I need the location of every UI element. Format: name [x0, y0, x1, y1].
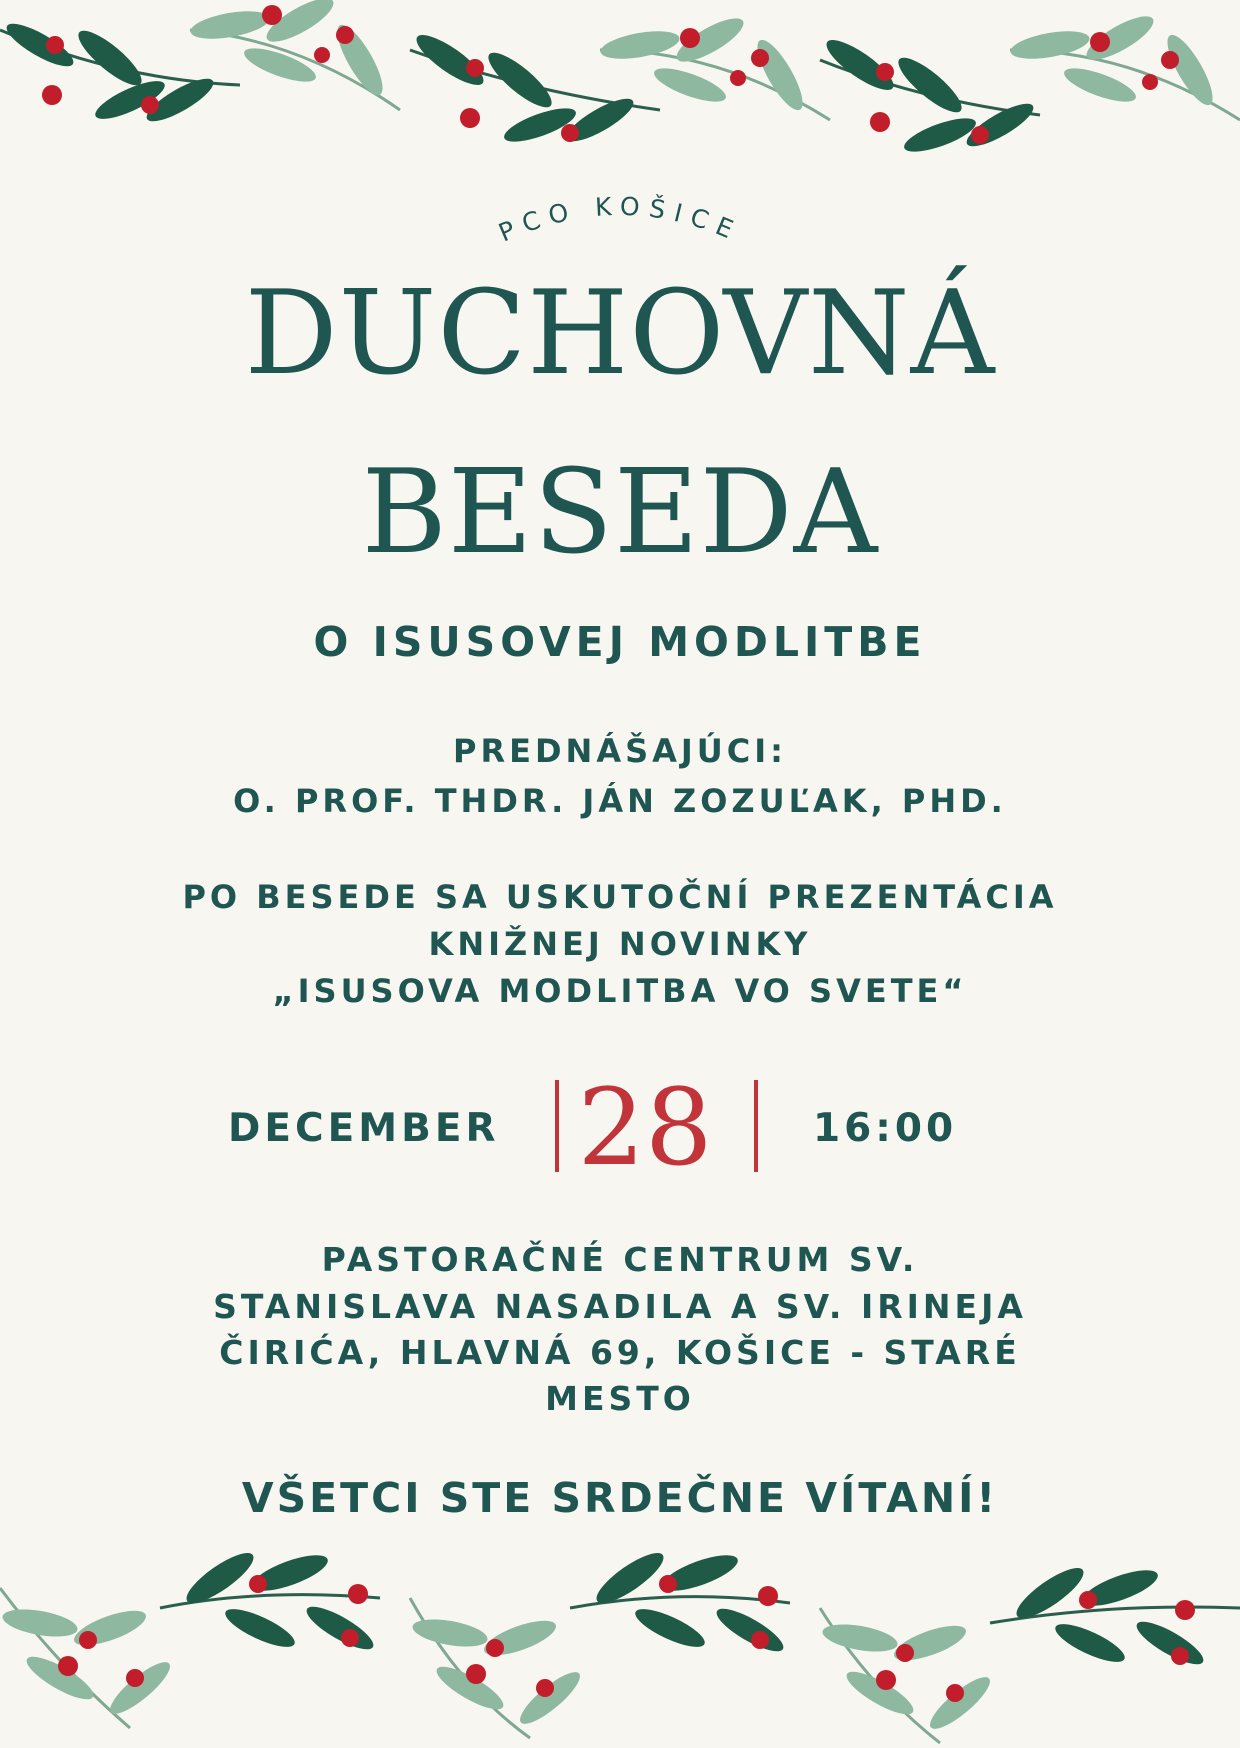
presentation-line-3: „ISUSOVA MODLITBA VO SVETE“: [272, 972, 968, 1010]
bottom-garland-sprig-4: [570, 1548, 790, 1659]
presentation-line-1: PO BESEDE SA USKUTOČNÍ PREZENTÁCIA: [182, 878, 1058, 916]
bottom-garland-sprig-3: [410, 1598, 586, 1738]
speaker-name: O. PROF. THDR. JÁN ZOZUĽAK, PHD.: [233, 782, 1007, 820]
bottom-garland-sprig-6: [990, 1560, 1240, 1671]
event-date-row: [0, 1066, 1240, 1190]
event-day: 28: [577, 1066, 713, 1189]
bottom-mistletoe-garland: [0, 1548, 1240, 1748]
date-divider-right: [754, 1080, 758, 1172]
title-line-1: DUCHOVNÁ: [244, 266, 996, 401]
bottom-garland-sprig-2: [160, 1548, 380, 1657]
address-line-1: PASTORAČNÉ CENTRUM SV.: [321, 1240, 919, 1279]
event-time: 16:00: [813, 1106, 958, 1151]
svg-text:PCO KOŠICE: [494, 192, 745, 248]
top-mistletoe-garland: [0, 0, 1240, 180]
address-line-4: MESTO: [545, 1379, 695, 1418]
address-line-2: STANISLAVA NASADILA A SV. IRINEJA: [213, 1287, 1027, 1326]
bottom-garland-sprig-1: [0, 1588, 176, 1728]
top-garland-sprig-2: [189, 0, 400, 110]
address-line-3: ČIRIĆA, HLAVNÁ 69, KOŠICE - STARÉ: [219, 1333, 1021, 1372]
top-garland-sprig-5: [820, 32, 1040, 158]
event-month: DECEMBER: [228, 1106, 500, 1151]
top-garland-sprig-6: [1009, 9, 1240, 120]
welcome-message: VŠETCI STE SRDEČNE VÍTANÍ!: [241, 1474, 999, 1522]
date-divider-left: [555, 1080, 559, 1172]
bottom-garland-sprig-5: [820, 1608, 996, 1743]
speaker-label: PREDNÁŠAJÚCI:: [453, 732, 787, 770]
organization-arc-heading: [420, 180, 820, 270]
subtitle: O ISUSOVEJ MODLITBE: [313, 618, 927, 666]
title-line-2: BESEDA: [361, 445, 879, 580]
organization-name: PCO KOŠICE: [494, 191, 746, 248]
presentation-line-2: KNIŽNEJ NOVINKY: [428, 925, 812, 963]
